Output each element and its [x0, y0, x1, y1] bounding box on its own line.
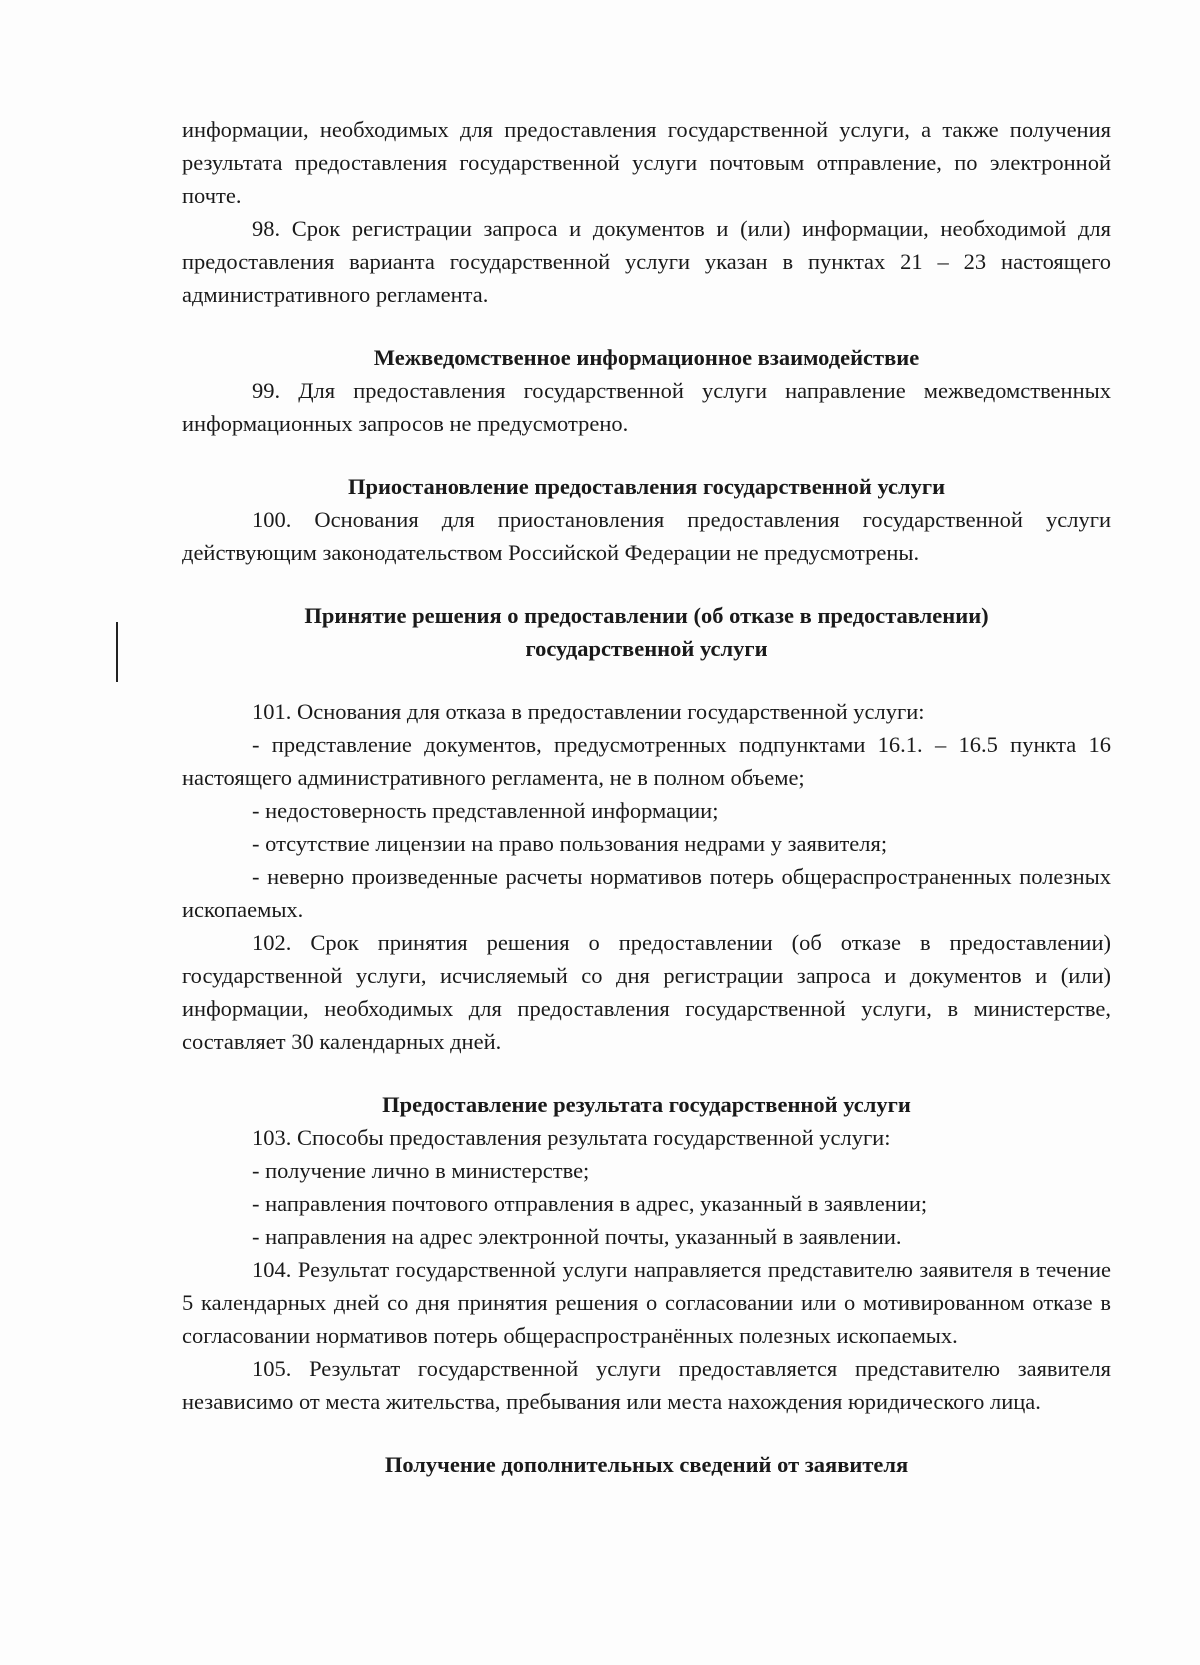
paragraph-104: 104. Результат государственной услуги направляется представителю заявителя в течение 5 календарных дней со дня принятия решения о согласовании или о мотивированном отказе в согласовании нормативов потерь общераспространённых полезных ископаемых. — [182, 1257, 1111, 1348]
section-heading-decision-line-1: Принятие решения о предоставлении (об отказе в предоставлении) — [304, 603, 989, 628]
paragraph-102: 102. Срок принятия решения о предоставлении (об отказе в предоставлении) государственной услуги, исчисляемый со дня регистрации запроса и документов и (или) информации, необходимых для предоставления государственной услуги, в министерстве, составляет 30 календарных дней. — [182, 930, 1111, 1054]
paragraph-103: 103. Способы предоставления результата государственной услуги: — [252, 1125, 891, 1150]
paragraph-intro: информации, необходимых для предоставления государственной услуги, а также получения результата предоставления государственной услуги почтовым отправление, по электронной почте. — [182, 117, 1111, 208]
paragraph-101-item-b: - недостоверность представленной информации; — [252, 798, 719, 823]
paragraph-101-item-d: - неверно произведенные расчеты нормативов потерь общераспространенных полезных ископаемых. — [182, 864, 1111, 922]
section-heading-decision-line-2: государственной услуги — [525, 636, 768, 661]
paragraph-101: 101. Основания для отказа в предоставлении государственной услуги: — [252, 699, 925, 724]
paragraph-101-item-c: - отсутствие лицензии на право пользования недрами у заявителя; — [252, 831, 888, 856]
paragraph-98: 98. Срок регистрации запроса и документов и (или) информации, необходимой для предоставления варианта государственной услуги указан в пунктах 21 – 23 настоящего административного регламента. — [182, 216, 1111, 307]
section-heading-additional-info: Получение дополнительных сведений от заявителя — [384, 1452, 909, 1477]
paragraph-100: 100. Основания для приостановления предоставления государственной услуги действующим законодательством Российской Федерации не предусмотрены. — [182, 507, 1111, 565]
paragraph-103-item-c: - направления на адрес электронной почты, указанный в заявлении. — [252, 1224, 902, 1249]
margin-mark — [116, 622, 118, 682]
section-heading-interagency: Межведомственное информационное взаимодействие — [373, 345, 920, 370]
paragraph-103-item-a: - получение лично в министерстве; — [252, 1158, 590, 1183]
section-heading-result: Предоставление результата государственной услуги — [382, 1092, 911, 1117]
paragraph-101-item-a: - представление документов, предусмотренных подпунктами 16.1. – 16.5 пункта 16 настоящего административного регламента, не в полном объеме; — [182, 732, 1111, 790]
paragraph-105: 105. Результат государственной услуги предоставляется представителю заявителя независимо от места жительства, пребывания или места нахождения юридического лица. — [182, 1356, 1111, 1414]
paragraph-103-item-b: - направления почтового отправления в адрес, указанный в заявлении; — [252, 1191, 928, 1216]
paragraph-99: 99. Для предоставления государственной услуги направление межведомственных информационных запросов не предусмотрено. — [182, 378, 1111, 436]
section-heading-suspension: Приостановление предоставления государственной услуги — [347, 474, 946, 499]
document-body — [182, 113, 1111, 1481]
